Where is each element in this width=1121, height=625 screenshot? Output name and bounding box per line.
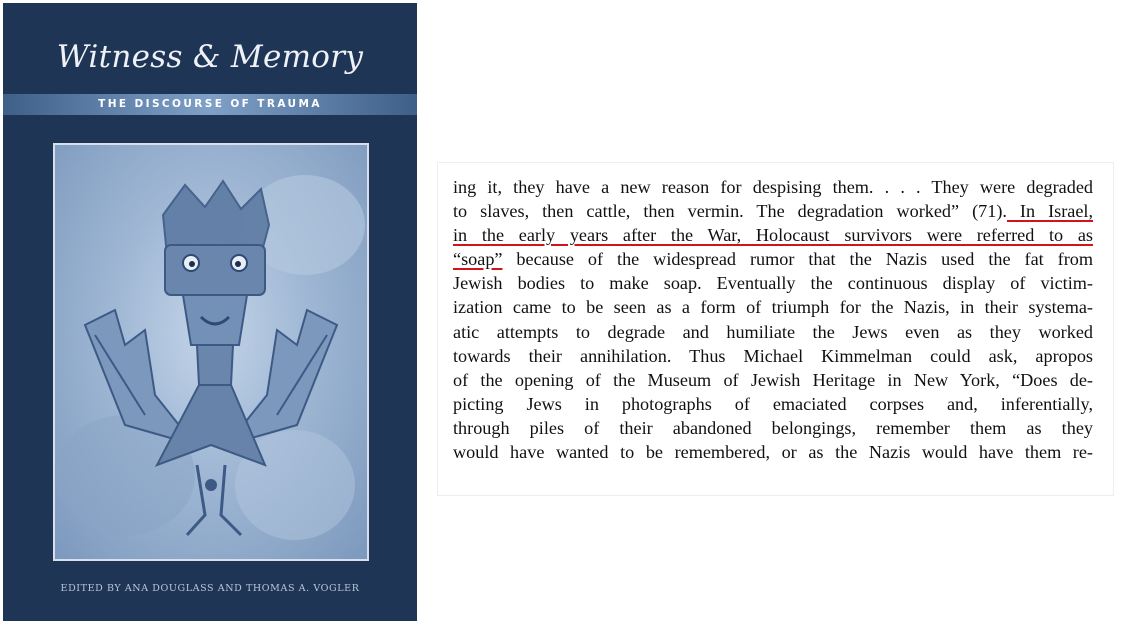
excerpt-line [453,440,1093,464]
excerpt-text: towards their annihilation. Thus Michael Kimmelman could ask, apropos [453,345,1093,366]
excerpt-text: ization came to be seen as a form of triumph for the Nazis, in their systema- [453,297,1093,318]
excerpt-text: picting Jews in photographs of emaciated corpses and, inferentially, [453,393,1093,414]
excerpt-line [453,199,1093,223]
book-title: Witness & Memory [56,39,364,75]
excerpt-text: Jewish bodies to make soap. Eventually the continuous display of victim- [453,273,1093,294]
excerpt-line [453,175,1093,199]
excerpt-line [453,320,1093,344]
excerpt-line [453,223,1093,247]
excerpt-text: through piles of their abandoned belongings, remember them as they [453,417,1093,438]
underlined-passage: In Israel, [1006,201,1094,222]
underlined-passage: in the early years after the War, Holocaust survivors were referred to as [453,225,1093,246]
excerpt-line [453,271,1093,295]
book-subtitle: THE DISCOURSE OF TRAUMA [98,98,322,110]
underlined-passage: “soap” [453,249,503,270]
excerpt-line [453,392,1093,416]
excerpt-text: to slaves, then cattle, then vermin. The degradation worked” (71). [453,201,1007,222]
cover-artwork [53,143,369,561]
excerpt-text: ing it, they have a new reason for despising them. . . . They were degraded [453,177,1093,197]
subtitle-band [3,94,417,115]
excerpt-text: of the opening of the Museum of Jewish Heritage in New York, “Does de- [453,369,1093,390]
book-cover [3,3,417,621]
book-editors: EDITED BY ANA DOUGLASS AND THOMAS A. VOGLER [60,583,360,594]
text-excerpt [438,163,1113,495]
excerpt-line [453,416,1093,440]
angel-figure-illustration [55,145,367,559]
excerpt-line [453,295,1093,319]
excerpt-line [453,344,1093,368]
excerpt-body [453,175,1093,464]
excerpt-text: because of the widespread rumor that the Nazis used the fat from [502,249,1093,270]
excerpt-text: would have wanted to be remembered, or as the Nazis would have them re- [453,442,1093,463]
excerpt-text: atic attempts to degrade and humiliate the Jews even as they worked [453,321,1093,342]
excerpt-line [453,247,1093,271]
excerpt-line [453,368,1093,392]
